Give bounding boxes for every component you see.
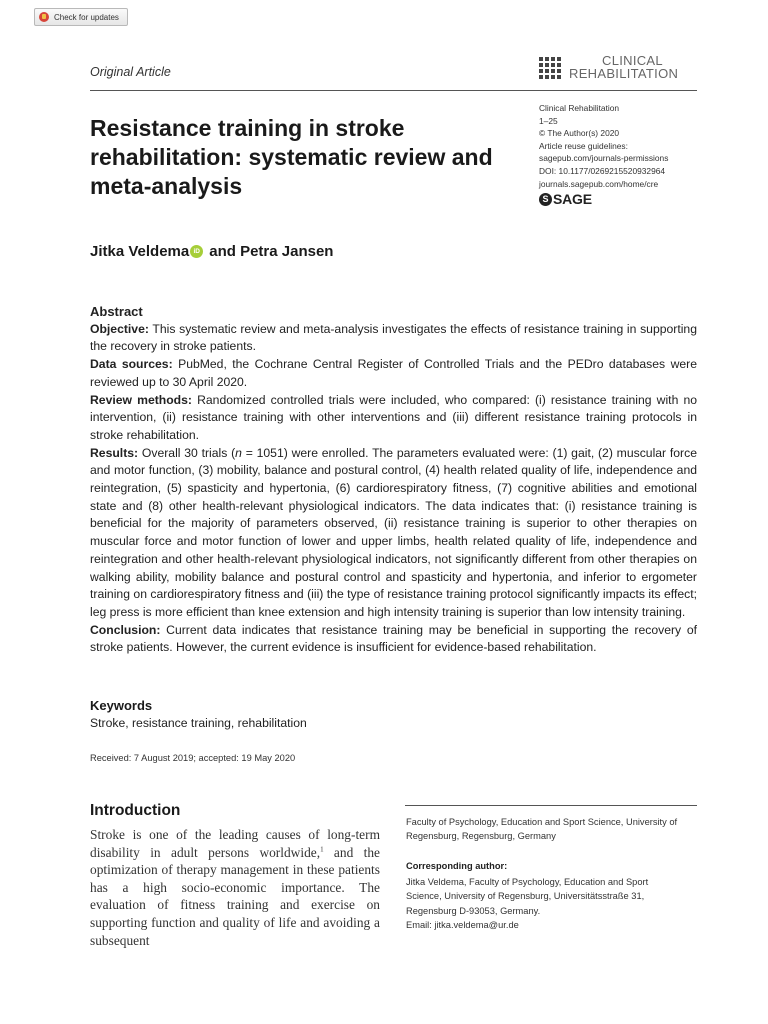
objective-label: Objective: (90, 321, 149, 336)
methods-text: Randomized controlled trials were included, who compared: (i) resistance training with no intervention, (ii) resistance training with other interventions and (iii) different resistance training protocols in stroke rehabilitation. (90, 392, 698, 442)
article-type: Original Article (90, 65, 171, 79)
meta-doi-link[interactable]: DOI: 10.1177/0269215520932964 (539, 165, 666, 176)
abstract-data-sources (90, 356, 697, 391)
abstract-conclusion (90, 622, 697, 657)
received-dates: Received: 7 August 2019; accepted: 19 May 2020 (90, 753, 296, 763)
sage-s-icon: S (539, 193, 552, 206)
header-divider (90, 90, 697, 91)
introduction-heading: Introduction (90, 802, 181, 819)
article-metadata (539, 102, 699, 190)
journal-name-line1: CLINICAL (602, 53, 663, 68)
objective-text: This systematic review and meta-analysis investigates the effects of resistance training in supporting the recovery in stroke patients. (90, 321, 697, 354)
abstract-objective (90, 321, 697, 356)
results-n: n (235, 445, 242, 460)
results-label: Results: (90, 445, 139, 460)
meta-journal-link[interactable]: journals.sagepub.com/home/cre (539, 178, 659, 189)
meta-permissions-link[interactable]: sagepub.com/journals-permissions (539, 153, 669, 164)
journal-name-line2: REHABILITATION (569, 66, 679, 81)
keywords-text: Stroke, resistance training, rehabilitation (90, 716, 307, 730)
author-line (90, 243, 333, 260)
check-for-updates-label: Check for updates (54, 12, 119, 22)
corresponding-author (406, 875, 698, 932)
methods-label: Review methods: (90, 392, 192, 407)
footnote-divider (405, 805, 697, 806)
author-jansen: and Petra Jansen (209, 243, 334, 260)
corr-line: Science, University of Regensburg, Universitätsstraße 31, (406, 891, 645, 902)
meta-copyright: © The Author(s) 2020 (539, 128, 620, 139)
intro-text-b: and the optimization of therapy management in these patients has a high socio-economic importance. The evaluation of fitness training and exercise on supporting function and quality of life and avoiding a subsequent (90, 844, 381, 948)
journal-grid-icon (539, 57, 561, 79)
intro-text-a: Stroke is one of the leading causes of long-term disability in adult persons worldwide, (90, 827, 380, 860)
conclusion-text: Current data indicates that resistance training may be beneficial in supporting the recovery of stroke patients. However, the current evidence is insufficient for evidence-based rehabilitation. (90, 622, 698, 655)
affiliation: Faculty of Psychology, Education and Sport Science, University of Regensburg, Regensburg, Germany (406, 817, 678, 841)
sage-wordmark: SAGE (553, 191, 592, 207)
sage-logo (539, 191, 592, 207)
results-text-pre: Overall 30 trials ( (141, 445, 236, 460)
corr-line: Jitka Veldema, Faculty of Psychology, Education and Sport (406, 877, 649, 887)
keywords-heading: Keywords (90, 698, 153, 713)
orcid-icon[interactable]: iD (190, 245, 203, 258)
meta-pages: 1–25 (539, 115, 558, 126)
sources-text: PubMed, the Cochrane Central Register of Controlled Trials and the PEDro databases were reviewed up to 30 April 2020. (90, 357, 697, 389)
check-for-updates-button[interactable] (34, 8, 128, 26)
abstract-results (90, 445, 697, 622)
crossmark-icon (39, 12, 49, 22)
meta-reuse-label: Article reuse guidelines: (539, 140, 628, 151)
corresponding-author-heading: Corresponding author: (406, 861, 508, 871)
conclusion-label: Conclusion: (90, 622, 161, 637)
corr-email[interactable]: Email: jitka.veldema@ur.de (406, 919, 519, 930)
abstract-methods (90, 392, 697, 445)
citation-ref[interactable]: 1 (320, 845, 324, 854)
corr-line: Regensburg D-93053, Germany. (406, 905, 541, 916)
meta-journal: Clinical Rehabilitation (539, 103, 620, 113)
introduction-text (90, 826, 380, 949)
sources-label: Data sources: (90, 357, 173, 372)
article-title: Resistance training in stroke rehabilitation: systematic review and meta-analysis (90, 115, 493, 199)
journal-logo (539, 54, 678, 80)
abstract-heading: Abstract (90, 304, 143, 319)
author-veldema: Jitka Veldema (90, 243, 190, 260)
abstract (90, 303, 697, 657)
results-text: = 1051) were enrolled. The parameters evaluated were: (1) gait, (2) muscular force and motor function, (3) mobility, balance and postural control, (4) health related quality of life, independence and reintegration, (5) spasticity and hypertonia, (6) cardiorespiratory fitness, (7) cognitive abilities and emotional state and (8) other health-relevant physiological indicators. The data indicates that: (i) resistance training is beneficial for the majority of parameters observed, (ii) resistance training is superior to other therapies on muscular force and motor function of lower and upper limbs, health related quality of life, independence and reintegration and other health-relevant physiological indicators, not significantly different from other therapies on walking ability, mobility balance and postural control and spasticity and hypertonia, and inferior to ergometer training on cardiorespiratory fitness and (iii) the type of resistance training protocol significantly impacts its effect; leg press is more efficient than knee extension and high intensity training is superior than low intensity training. (90, 445, 697, 619)
